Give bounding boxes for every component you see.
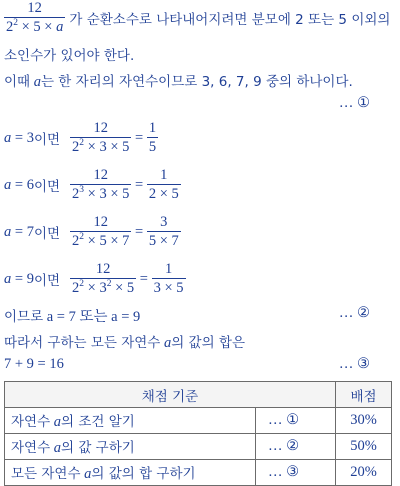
grading-table-header bbox=[5, 382, 392, 408]
table-row bbox=[5, 460, 392, 486]
step-mark-2: … ② bbox=[338, 305, 370, 321]
step-cell: … ② bbox=[256, 434, 336, 460]
step-cell: … ① bbox=[256, 408, 336, 434]
intro-fraction-numerator: 12 bbox=[27, 0, 42, 16]
score-cell: 20% bbox=[336, 460, 392, 486]
case-a-3: a = 3 이면 $\frac{12}{2^2 \times 3 \times 5}$ = $\frac{1}{5}$ bbox=[4, 120, 157, 155]
criteria-cell: 자연수 a의 조건 알기 bbox=[5, 408, 256, 434]
criteria-cell: 모든 자연수 a의 값의 합 구하기 bbox=[5, 460, 256, 486]
conclusion-sum: 7 + 9 = 16 bbox=[4, 356, 64, 372]
intro-text-1: 가 순환소수로 나타내어지려면 분모에 2 또는 5 이외의 bbox=[69, 12, 391, 28]
case-a-6: a = 6 이면 $\frac{12}{2^3 \times 3 \times 5}$ = $\frac{1}{2 \times 5}$ bbox=[4, 167, 179, 202]
grading-table bbox=[4, 381, 392, 486]
case-a-7: a = 7 이면 $\frac{12}{2^2 \times 5 \times 7}$ = $\frac{3}{5 \times 7}$ bbox=[4, 214, 179, 249]
intro-line-1 bbox=[4, 0, 390, 36]
case-result-fraction: $\frac{3}{5 \times 7}$ bbox=[148, 214, 179, 249]
case-a-9: a = 9 이면 $\frac{12}{2^2 \times 3^2 \times 5}$ = $\frac{1}{3 \times 5}$ bbox=[4, 261, 184, 296]
case-fraction: $\frac{12}{2^2 \times 3^2 \times 5}$ bbox=[72, 261, 135, 296]
header-score: 배점 bbox=[336, 382, 392, 408]
score-cell: 30% bbox=[336, 408, 392, 434]
criteria-cell: 자연수 a의 값 구하기 bbox=[5, 434, 256, 460]
step-mark-3: … ③ bbox=[338, 356, 370, 372]
case-fraction: $\frac{12}{2^2 \times 5 \times 7}$ bbox=[72, 214, 130, 249]
case-fraction: $\frac{12}{2^2 \times 3 \times 5}$ bbox=[72, 120, 130, 155]
conclusion-line-2: 따라서 구하는 모든 자연수 a의 값의 합은 bbox=[4, 335, 245, 351]
conclusion-values: a = 7 또는 a = 9 bbox=[46, 309, 141, 325]
header-criteria: 채점 기준 bbox=[5, 382, 336, 408]
intro-line-3: 이때 a는 한 자리의 자연수이므로 3, 6, 7, 9 중의 하나이다. bbox=[4, 74, 353, 90]
table-row bbox=[5, 434, 392, 460]
intro-fraction-denominator: $2^2 \times 5 \times a$ bbox=[6, 18, 64, 35]
table-row bbox=[5, 408, 392, 434]
conclusion-line-1: 이므로 a = 7 또는 a = 9 bbox=[4, 309, 141, 325]
intro-fraction bbox=[4, 0, 65, 36]
step-cell: … ③ bbox=[256, 460, 336, 486]
intro-line-2: 소인수가 있어야 한다. bbox=[4, 48, 135, 64]
case-fraction: $\frac{12}{2^3 \times 3 \times 5}$ bbox=[72, 167, 130, 202]
case-result-fraction: $\frac{1}{2 \times 5}$ bbox=[148, 167, 179, 202]
step-mark-1: … ① bbox=[338, 95, 370, 111]
score-cell: 50% bbox=[336, 434, 392, 460]
case-result-fraction: $\frac{1}{5}$ bbox=[148, 120, 157, 155]
case-result-fraction: $\frac{1}{3 \times 5}$ bbox=[153, 261, 184, 296]
